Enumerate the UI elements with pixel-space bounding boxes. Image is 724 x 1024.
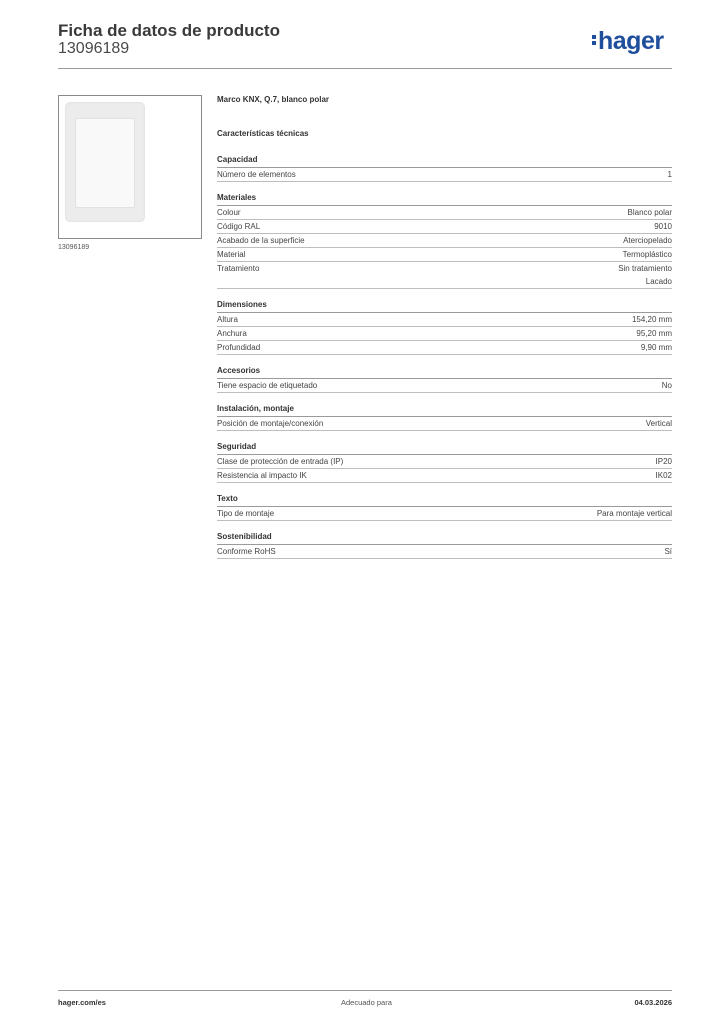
- spec-label: Clase de protección de entrada (IP): [217, 457, 344, 466]
- spec-row: [217, 417, 672, 431]
- spec-label: Anchura: [217, 329, 247, 338]
- spec-label: Altura: [217, 315, 238, 324]
- spec-row: [217, 220, 672, 234]
- spec-value: 9,90 mm: [640, 343, 672, 352]
- spec-row: [217, 469, 672, 483]
- spec-value: Para montaje vertical: [596, 509, 672, 518]
- spec-row: [217, 379, 672, 393]
- spec-label: Tratamiento: [217, 264, 260, 273]
- spec-value: 95,20 mm: [636, 329, 672, 338]
- footer-website: hager.com/es: [58, 998, 106, 1007]
- spec-label: Tipo de montaje: [217, 509, 275, 518]
- group-instalacion: [217, 403, 672, 431]
- spec-value: Aterciopelado: [623, 236, 672, 245]
- spec-label: Número de elementos: [217, 170, 296, 179]
- group-title: Materiales: [217, 192, 672, 206]
- logo-dots-icon: [592, 33, 596, 47]
- spec-row: [217, 168, 672, 182]
- spec-label: Resistencia al impacto IK: [217, 471, 307, 480]
- group-title: Accesorios: [217, 365, 672, 379]
- document-title: Ficha de datos de producto: [58, 21, 280, 40]
- header-divider: [58, 68, 672, 69]
- spec-row: [217, 262, 672, 289]
- group-accesorios: [217, 365, 672, 393]
- group-sostenibilidad: [217, 531, 672, 559]
- footer-date: 04.03.2026: [634, 998, 672, 1007]
- spec-row: [217, 545, 672, 559]
- spec-label: Profundidad: [217, 343, 261, 352]
- logo-text: hager: [598, 27, 664, 55]
- hager-logo: [592, 27, 664, 56]
- spec-row: [217, 234, 672, 248]
- group-title: Dimensiones: [217, 299, 672, 313]
- spec-value: Sí: [664, 547, 672, 556]
- group-seguridad: [217, 441, 672, 483]
- specifications: [217, 95, 672, 569]
- spec-label: Acabado de la superficie: [217, 236, 305, 245]
- spec-row: [217, 313, 672, 327]
- spec-label: Tiene espacio de etiquetado: [217, 381, 318, 390]
- group-title: Seguridad: [217, 441, 672, 455]
- group-texto: [217, 493, 672, 521]
- group-title: Capacidad: [217, 154, 672, 168]
- frame-image-icon: [65, 102, 145, 222]
- spec-row: [217, 507, 672, 521]
- spec-row: [217, 455, 672, 469]
- group-materiales: [217, 192, 672, 289]
- spec-value: Vertical: [645, 419, 672, 428]
- spec-label: Material: [217, 250, 246, 259]
- spec-label: Colour: [217, 208, 241, 217]
- spec-value: IK02: [655, 471, 672, 480]
- group-dimensiones: [217, 299, 672, 355]
- spec-value: Sin tratamiento Lacado: [618, 264, 672, 286]
- spec-label: Posición de montaje/conexión: [217, 419, 324, 428]
- spec-value: Blanco polar: [627, 208, 672, 217]
- group-title: Instalación, montaje: [217, 403, 672, 417]
- spec-value: 9010: [654, 222, 672, 231]
- spec-label: Conforme RoHS: [217, 547, 276, 556]
- spec-row: [217, 248, 672, 262]
- image-caption: 13096189: [58, 244, 90, 251]
- product-title: Marco KNX, Q.7, blanco polar: [217, 95, 330, 104]
- spec-row: [217, 341, 672, 355]
- product-image: [58, 95, 202, 239]
- group-title: Texto: [217, 493, 672, 507]
- group-capacidad: [217, 154, 672, 182]
- spec-value: 1: [667, 170, 672, 179]
- spec-row: [217, 206, 672, 220]
- spec-value: 154,20 mm: [631, 315, 672, 324]
- product-code: 13096189: [58, 40, 130, 57]
- group-title: Sostenibilidad: [217, 531, 672, 545]
- spec-value: Termoplástico: [622, 250, 672, 259]
- footer-divider: [58, 990, 672, 991]
- section-heading: Características técnicas: [217, 129, 309, 138]
- footer-note: Adecuado para: [341, 998, 392, 1007]
- spec-value: No: [661, 381, 672, 390]
- spec-label: Código RAL: [217, 222, 261, 231]
- spec-value: IP20: [655, 457, 672, 466]
- spec-row: [217, 327, 672, 341]
